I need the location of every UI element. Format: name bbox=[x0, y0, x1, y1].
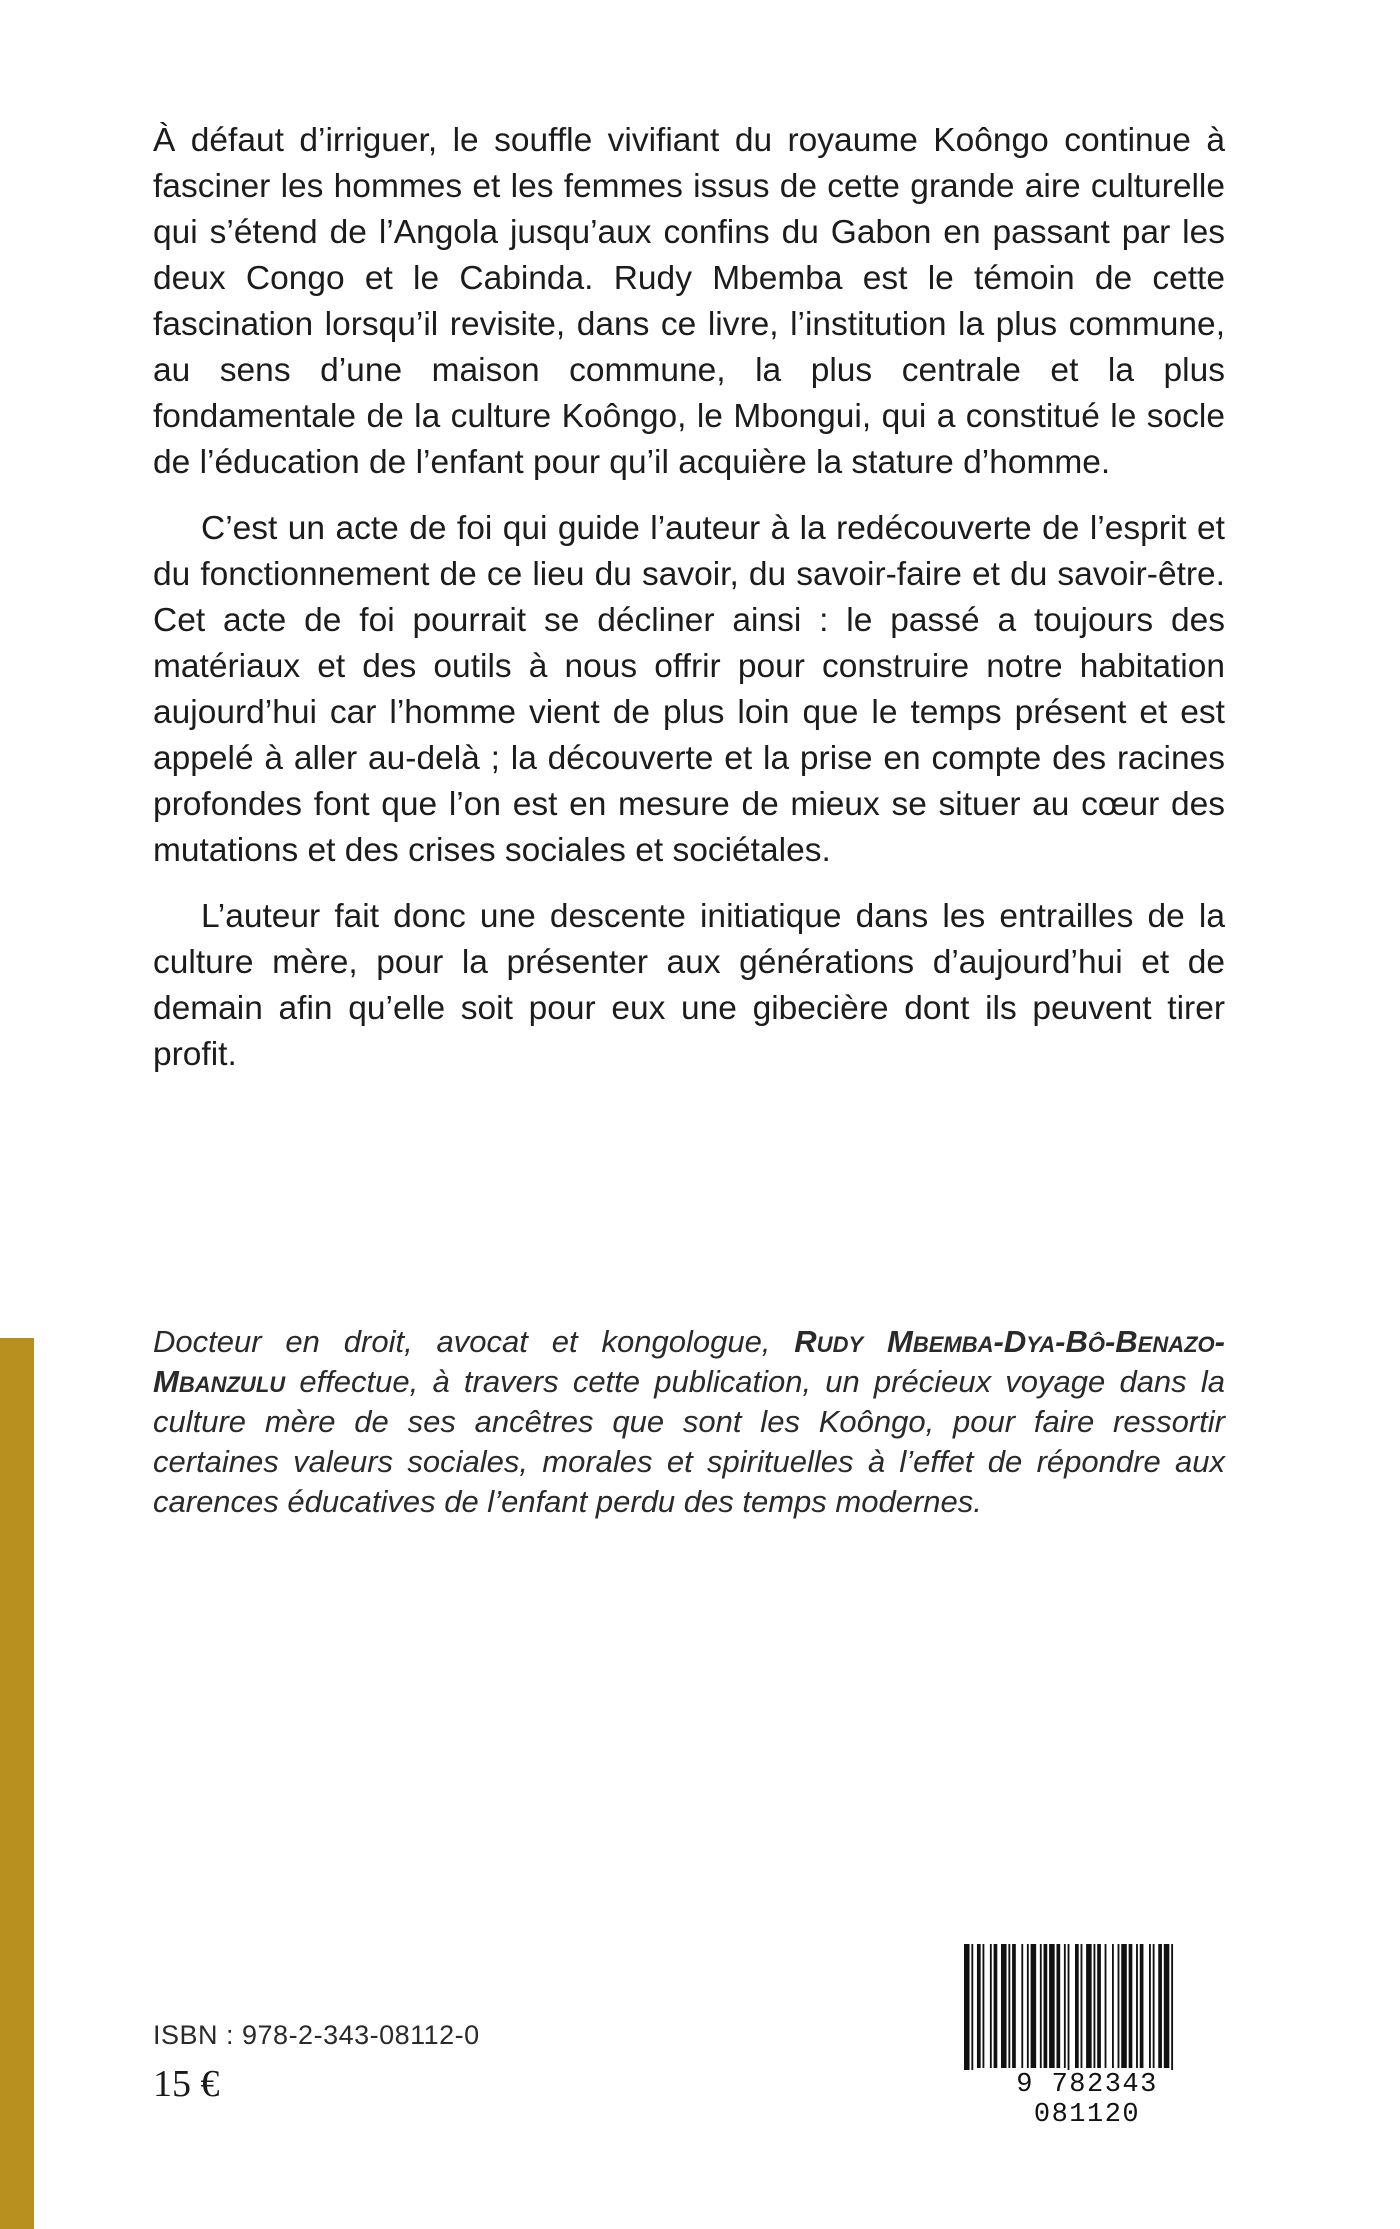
barcode-bar bbox=[1057, 1944, 1061, 2068]
barcode-bar bbox=[990, 1944, 992, 2068]
bio-intro: Docteur en droit, avocat et kongologue, bbox=[153, 1324, 795, 1359]
barcode-bar bbox=[1012, 1944, 1016, 2068]
barcode-bar bbox=[1031, 1944, 1037, 2068]
barcode-bar bbox=[1040, 1944, 1042, 2068]
barcode-bar bbox=[1105, 1944, 1107, 2068]
barcode bbox=[960, 1944, 1214, 2130]
barcode-bar bbox=[1044, 1944, 1048, 2068]
gold-side-strip bbox=[0, 1338, 34, 2229]
barcode-bar bbox=[1086, 1944, 1092, 2068]
barcode-bar bbox=[1027, 1944, 1029, 2068]
barcode-bar bbox=[1118, 1944, 1120, 2068]
barcode-bar bbox=[1008, 1944, 1010, 2068]
blurb-paragraph-1: À défaut d’irriguer, le souffle vivifiant du royaume Koôngo continue à fasciner les hommes et les femmes issus de cette grande aire culturelle qui s’étend de l’Angola jusqu’aux confins du Gabon en passant par les deux Congo et le Cabinda. Rudy Mbemba est le témoin de cette fascination lorsqu’il revisite, dans ce livre, l’institution la plus commune, au sens d’une maison commune, la plus centrale et la plus fondamentale de la culture Koôngo, le Mbongui, qui a constitué le socle de l’éducation de l’enfant pour qu’il acquière la stature d’homme. bbox=[153, 122, 1225, 481]
barcode-bar bbox=[1001, 1944, 1007, 2068]
barcode-bar bbox=[1171, 1944, 1173, 2074]
barcode-bar bbox=[964, 1944, 970, 2074]
barcode-bar bbox=[1081, 1944, 1083, 2068]
barcode-bar bbox=[1164, 1944, 1170, 2068]
price-label: 15 € bbox=[153, 2063, 220, 2105]
barcode-bar bbox=[1075, 1944, 1079, 2068]
barcode-bar bbox=[1068, 1944, 1070, 2074]
isbn-label: ISBN : 978-2-343-08112-0 bbox=[153, 2020, 480, 2050]
barcode-digits: 9 782343 081120 bbox=[960, 2070, 1214, 2130]
barcode-bar bbox=[1129, 1944, 1133, 2068]
author-name: Rudy Mbemba-Dya-Bô-Benazo-Mbanzulu bbox=[153, 1324, 1225, 1399]
barcode-bar bbox=[1049, 1944, 1055, 2068]
barcode-bar bbox=[1149, 1944, 1151, 2068]
barcode-bar bbox=[1158, 1944, 1162, 2068]
barcode-bar bbox=[1136, 1944, 1138, 2068]
barcode-bar bbox=[1021, 1944, 1023, 2068]
barcode-bars bbox=[960, 1944, 1214, 2074]
barcode-bar bbox=[994, 1944, 998, 2068]
barcode-bar bbox=[971, 1944, 973, 2074]
barcode-bar bbox=[1140, 1944, 1144, 2068]
barcode-bar bbox=[1121, 1944, 1127, 2068]
author-bio bbox=[153, 1322, 1225, 1522]
barcode-bar bbox=[1112, 1944, 1114, 2068]
blurb-paragraph-3: L’auteur fait donc une descente initiatique dans les entrailles de la culture mère, pour la présenter aux générations d’aujourd’hui et de demain afin qu’elle soit pour eux une gibecière dont ils peuvent tirer profit. bbox=[153, 898, 1225, 1073]
barcode-bar bbox=[1094, 1944, 1096, 2068]
barcode-bar bbox=[977, 1944, 981, 2068]
blurb-text bbox=[153, 118, 1225, 1098]
barcode-bar bbox=[1064, 1944, 1066, 2068]
bio-rest: effectue, à travers cette publication, un précieux voyage dans la culture mère de ses ancêtres que sont les Koôngo, pour faire ressortir certaines valeurs sociales, morales et spirituelles à l’effet de répondre aux carences éducatives de l’enfant perdu des temps modernes. bbox=[153, 1364, 1225, 1519]
barcode-bar bbox=[1097, 1944, 1101, 2068]
barcode-bar bbox=[983, 1944, 985, 2068]
blurb-paragraph-2: C’est un acte de foi qui guide l’auteur à la redécouverte de l’esprit et du fonctionnement de ce lieu du savoir, du savoir-faire et du savoir-être. Cet acte de foi pourrait se décliner ainsi : le passé a toujours des matériaux et des outils à nous offrir pour construire notre habitation aujourd’hui car l’homme vient de plus loin que le temps présent et est appelé à aller au-delà ; la découverte et la prise en compte des racines profondes font que l’on est en mesure de mieux se situer au cœur des mutations et des crises sociales et sociétales. bbox=[153, 510, 1225, 869]
barcode-bar bbox=[1153, 1944, 1155, 2068]
